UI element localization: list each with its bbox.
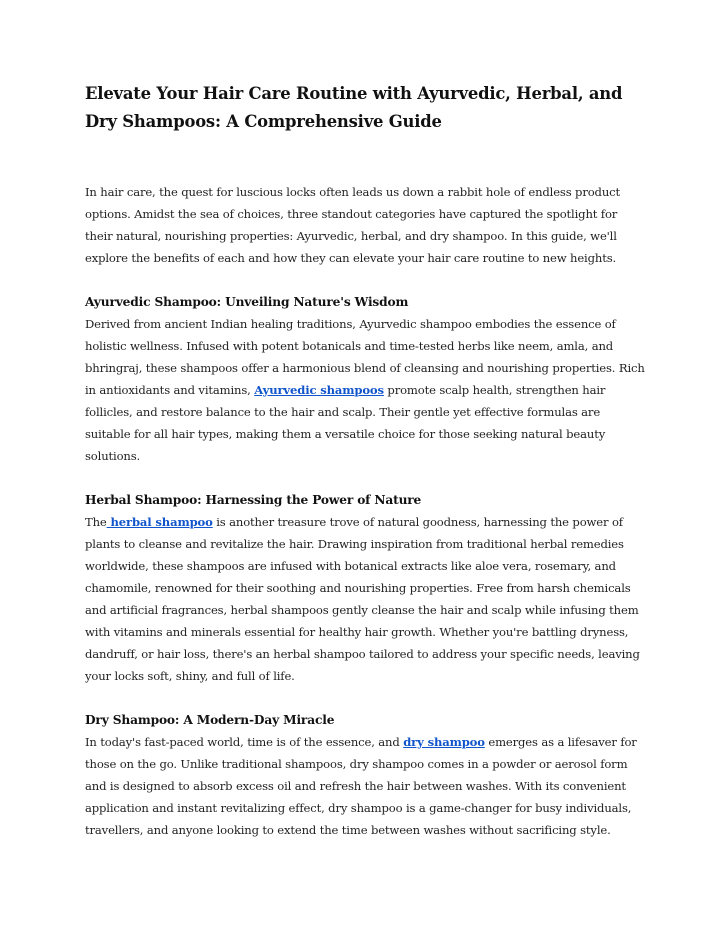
intro-paragraph-block <box>85 181 645 269</box>
herbal-shampoo-link[interactable]: herbal shampoo <box>106 515 213 529</box>
body-text: is another treasure trove of natural goodness, harnessing the power of plants to cleanse and revitalize the hair. Drawing inspiration from traditional herbal remedies worldwide, these shampoos are infused with botanical extracts like aloe vera, rosemary, and chamomile, renowned for their soothing and nourishing properties. Free from harsh chemicals and artificial fragrances, herbal shampoos gently cleanse the hair and scalp while infusing them with vitamins and minerals essential for healthy hair growth. Whether you're battling dryness, dandruff, or hair loss, there's an herbal shampoo tailored to address your specific needs, leaving your locks soft, shiny, and full of life. <box>85 515 640 683</box>
section-dry <box>85 709 645 841</box>
section-body-ayurvedic <box>85 313 645 467</box>
section-ayurvedic <box>85 291 645 467</box>
body-text: emerges as a lifesaver for those on the go. Unlike traditional shampoos, dry shampoo comes in a powder or aerosol form and is designed to absorb excess oil and refresh the hair between washes. With its convenient application and instant revitalizing effect, dry shampoo is a game-changer for busy individuals, travellers, and anyone looking to extend the time between washes without sacrificing style. <box>85 735 637 837</box>
section-heading-herbal: Herbal Shampoo: Harnessing the Power of Nature <box>85 493 422 507</box>
ayurvedic-shampoos-link[interactable]: Ayurvedic shampoos <box>254 383 384 397</box>
section-heading-ayurvedic: Ayurvedic Shampoo: Unveiling Nature's Wisdom <box>85 295 409 309</box>
section-body-herbal <box>85 511 645 687</box>
section-heading-dry: Dry Shampoo: A Modern-Day Miracle <box>85 713 335 727</box>
body-text: In today's fast-paced world, time is of the essence, and <box>85 735 404 749</box>
document-title: Elevate Your Hair Care Routine with Ayurvedic, Herbal, and Dry Shampoos: A Comprehensive Guide <box>85 84 623 131</box>
intro-paragraph: In hair care, the quest for luscious locks often leads us down a rabbit hole of endless product options. Amidst the sea of choices, three standout categories have captured the spotlight for their natural, nourishing properties: Ayurvedic, herbal, and dry shampoo. In this guide, we'll explore the benefits of each and how they can elevate your hair care routine to new heights. <box>85 185 620 265</box>
body-text: promote scalp health, strengthen hair follicles, and restore balance to the hair and scalp. Their gentle yet effective formulas are suitable for all hair types, making them a versatile choice for those seeking natural beauty solutions. <box>85 383 606 463</box>
dry-shampoo-link[interactable]: dry shampoo <box>403 735 485 749</box>
section-body-dry <box>85 731 645 841</box>
section-herbal <box>85 489 645 687</box>
body-text: The <box>85 515 107 529</box>
body-text: Derived from ancient Indian healing traditions, Ayurvedic shampoo embodies the essence of holistic wellness. Infused with potent botanicals and time-tested herbs like neem, amla, and bhringraj, these shampoos offer a harmonious blend of cleansing and nourishing properties. Rich in antioxidants and vitamins, <box>85 317 645 397</box>
